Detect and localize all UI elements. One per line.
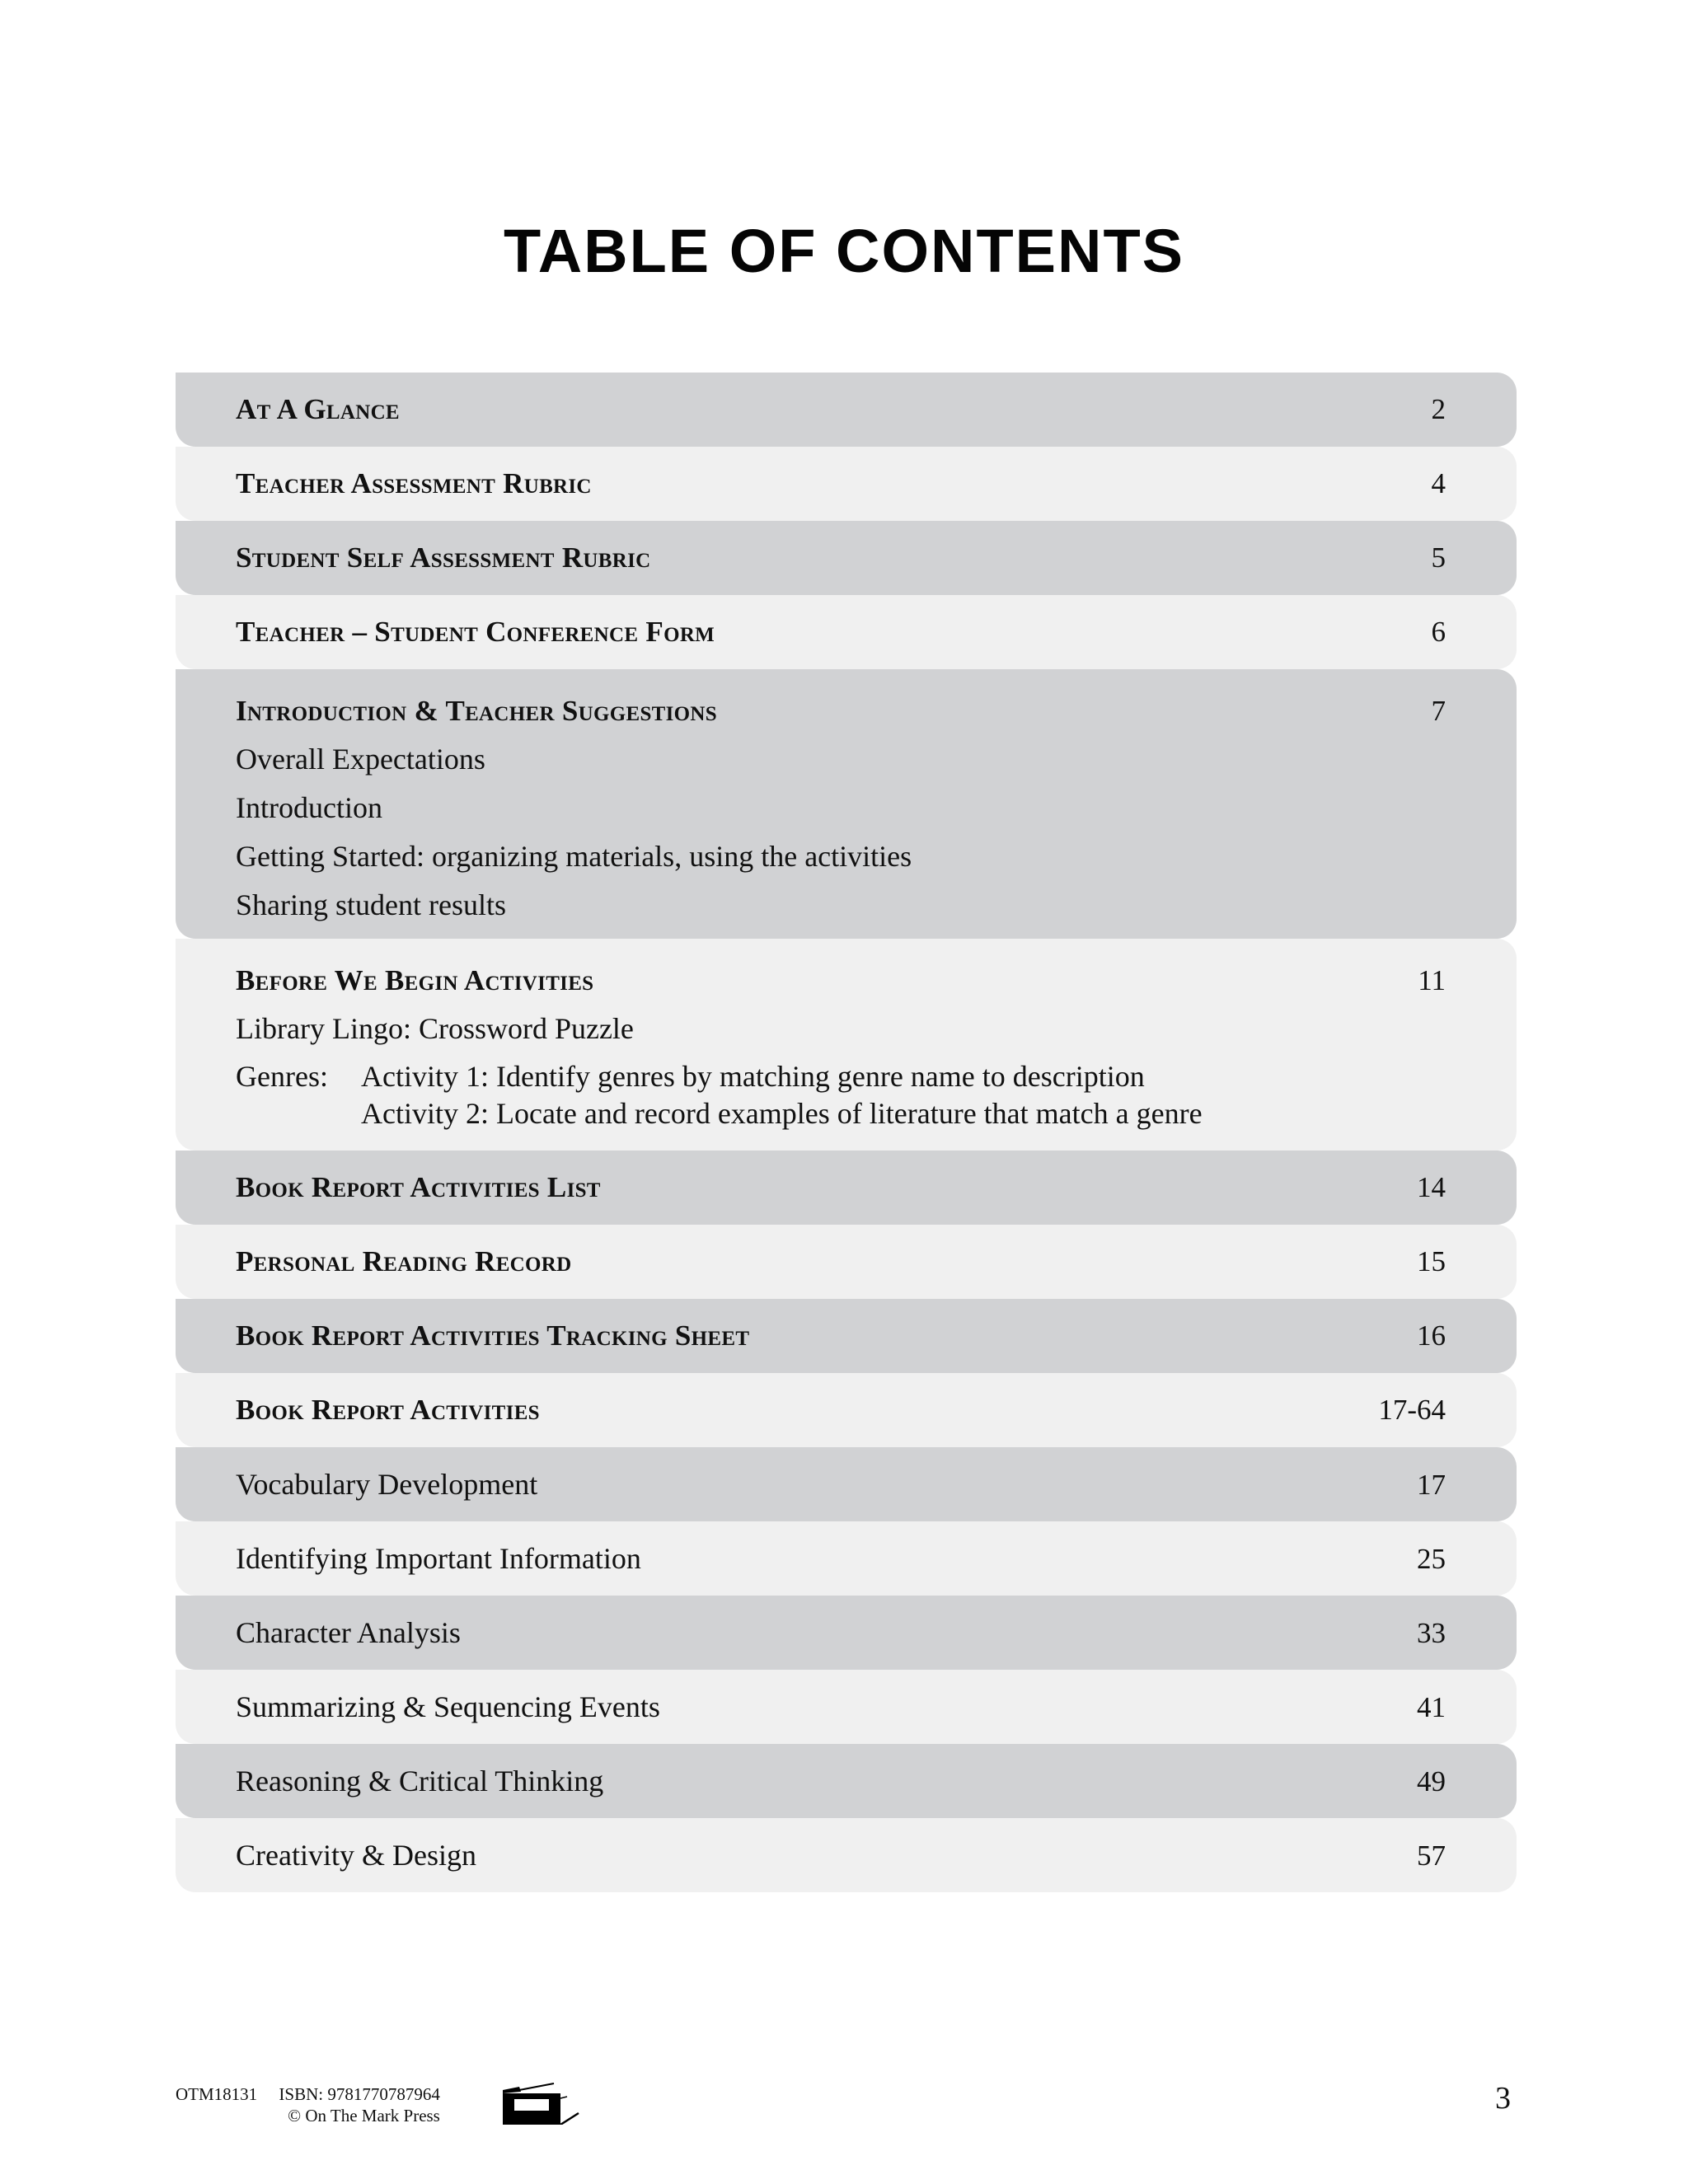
genres-block: [236, 1058, 1446, 1132]
toc-entry-title: Book Report Activities List: [236, 1171, 601, 1203]
toc-entry-title: Character Analysis: [236, 1616, 461, 1649]
toc-entry-title: Book Report Activities Tracking Sheet: [236, 1319, 750, 1352]
toc-page-number: 11: [1418, 964, 1446, 996]
toc-row-personal-reading-record[interactable]: [176, 1225, 1517, 1299]
toc-row-at-a-glance[interactable]: [176, 373, 1517, 447]
toc-entry-title: Summarizing & Sequencing Events: [236, 1690, 660, 1723]
toc-entry-title: Teacher Assessment Rubric: [236, 467, 592, 499]
toc-subitem: Library Lingo: Crossword Puzzle: [236, 1012, 634, 1045]
toc-entry-title: Identifying Important Information: [236, 1542, 641, 1575]
toc-page-number: 33: [1417, 1617, 1446, 1649]
toc-entry-title: Personal Reading Record: [236, 1245, 572, 1277]
toc-row-summarizing-sequencing[interactable]: [176, 1670, 1517, 1744]
toc-entry-title: At A Glance: [236, 393, 400, 425]
toc-page-number: 25: [1417, 1543, 1446, 1575]
toc-entry-title: Introduction & Teacher Suggestions: [236, 695, 717, 727]
genres-label: Genres:: [236, 1060, 328, 1093]
toc-row-before-we-begin[interactable]: [176, 939, 1517, 1151]
toc-page-number: 49: [1417, 1765, 1446, 1797]
footer-publisher-info: [176, 2083, 440, 2126]
toc-entry-title: Before We Begin Activities: [236, 964, 594, 996]
toc-page-number: 14: [1417, 1171, 1446, 1203]
toc-entry-title: Student Self Assessment Rubric: [236, 541, 651, 574]
toc-subitem: Introduction: [236, 791, 382, 824]
toc-entry-title: Teacher – Student Conference Form: [236, 616, 715, 648]
toc-row-activities-list[interactable]: [176, 1151, 1517, 1225]
toc-page-number: 41: [1417, 1691, 1446, 1723]
toc-entry-title: Book Report Activities: [236, 1394, 540, 1426]
toc-page-number: 4: [1431, 467, 1446, 499]
table-of-contents: [176, 373, 1517, 1892]
toc-row-creativity-design[interactable]: [176, 1818, 1517, 1892]
page-number: 3: [1495, 2081, 1511, 2116]
toc-row-character-analysis[interactable]: [176, 1596, 1517, 1670]
toc-subitem: Sharing student results: [236, 888, 506, 921]
toc-page-number: 17-64: [1378, 1394, 1446, 1426]
toc-row-book-report-activities[interactable]: [176, 1373, 1517, 1447]
genres-activity: Activity 2: Locate and record examples of literature that match a genre: [361, 1097, 1203, 1130]
toc-page-number: 15: [1417, 1245, 1446, 1277]
product-code: OTM18131: [176, 2084, 258, 2104]
copyright: © On The Mark Press: [288, 2106, 440, 2125]
toc-page-number: 2: [1431, 393, 1446, 425]
toc-row-student-self-assessment-rubric[interactable]: [176, 521, 1517, 595]
toc-page-number: 6: [1431, 616, 1446, 648]
toc-row-identifying-important-information[interactable]: [176, 1521, 1517, 1596]
page-title: TABLE OF CONTENTS: [503, 217, 1185, 285]
toc-row-vocabulary-development[interactable]: [176, 1447, 1517, 1521]
toc-page-number: 5: [1431, 541, 1446, 574]
toc-row-tracking-sheet[interactable]: [176, 1299, 1517, 1373]
toc-entry-title: Reasoning & Critical Thinking: [236, 1765, 604, 1797]
toc-page-number: 57: [1417, 1840, 1446, 1872]
toc-page-number: 17: [1417, 1469, 1446, 1501]
toc-row-introduction[interactable]: [176, 669, 1517, 939]
toc-row-reasoning-critical-thinking[interactable]: [176, 1744, 1517, 1818]
isbn: ISBN: 9781770787964: [279, 2084, 440, 2104]
photocopier-icon: [501, 2082, 580, 2125]
toc-subitem: Getting Started: organizing materials, using the activities: [236, 840, 912, 873]
toc-subitem: Overall Expectations: [236, 743, 485, 776]
toc-row-teacher-assessment-rubric[interactable]: [176, 447, 1517, 521]
toc-page-number: 7: [1431, 695, 1446, 727]
toc-page-number: 16: [1417, 1319, 1446, 1352]
toc-row-conference-form[interactable]: [176, 595, 1517, 669]
genres-activity: Activity 1: Identify genres by matching genre name to description: [361, 1060, 1145, 1093]
toc-entry-title: Vocabulary Development: [236, 1468, 538, 1501]
toc-entry-title: Creativity & Design: [236, 1839, 476, 1872]
